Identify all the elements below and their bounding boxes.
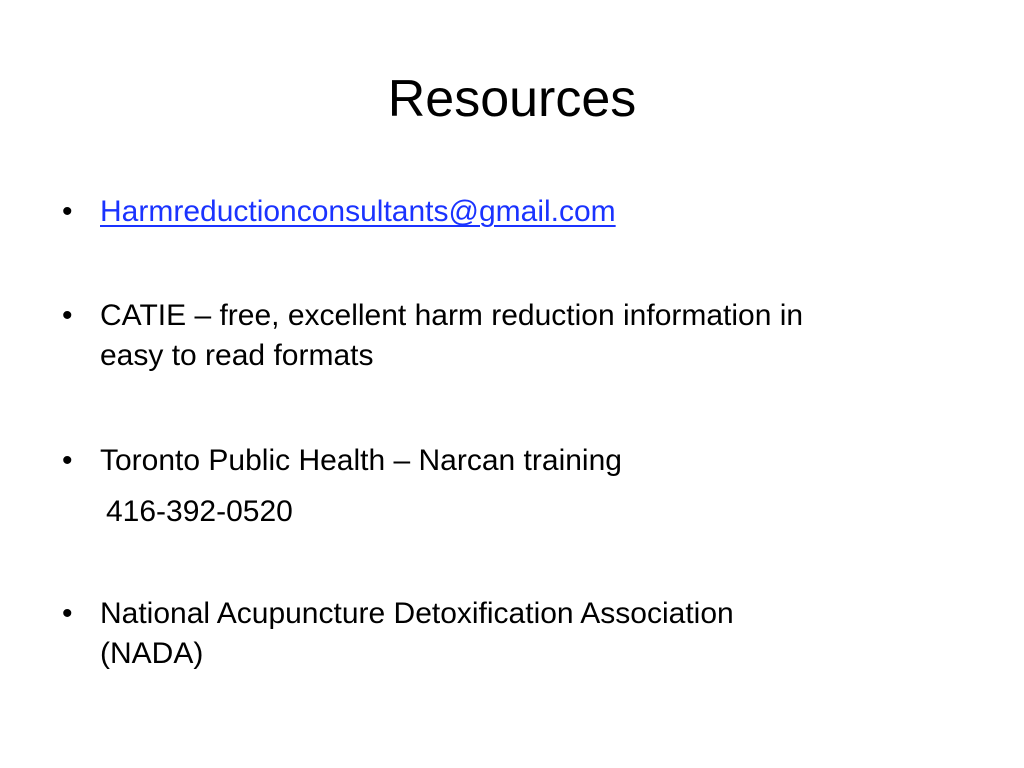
bullet-marker: •: [62, 597, 73, 630]
bullet-line: easy to read formats: [100, 339, 374, 372]
bullet-text: [100, 441, 960, 481]
bullet-marker: •: [62, 195, 73, 228]
bullet-text: [100, 594, 960, 674]
bullet-marker: •: [62, 444, 73, 477]
bullet-line: Toronto Public Health – Narcan training: [100, 444, 622, 477]
email-link[interactable]: Harmreductionconsultants@gmail.com: [100, 195, 616, 228]
slide-title: Resources: [387, 70, 637, 128]
bullet-marker: •: [62, 299, 73, 332]
bullet-line: (NADA): [100, 637, 204, 670]
bullet-line: National Acupuncture Detoxification Association: [100, 597, 734, 630]
phone-number: 416-392-0520: [106, 495, 293, 528]
bullet-line: CATIE – free, excellent harm reduction information in: [100, 299, 804, 332]
bullet-text: [100, 192, 960, 232]
bullet-text: [100, 296, 960, 376]
